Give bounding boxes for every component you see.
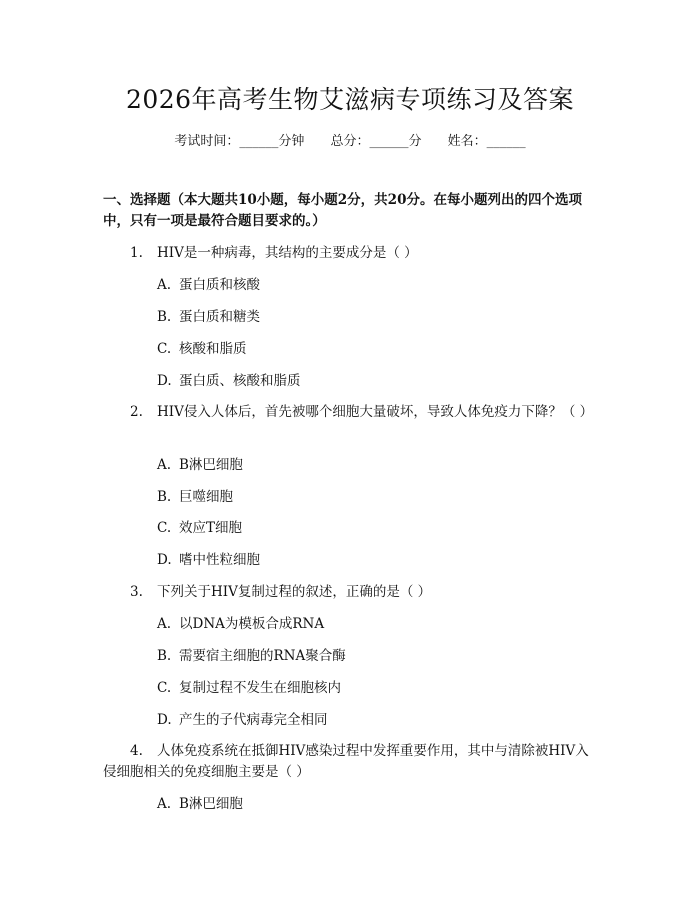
- option-letter: A.: [157, 277, 172, 293]
- exam-meta: [0, 133, 700, 151]
- option-letter: C.: [157, 680, 172, 696]
- question-3: [103, 582, 598, 603]
- option-letter: A.: [157, 796, 172, 812]
- option-text: 核酸和脂质: [179, 341, 247, 357]
- question-number: 1.: [130, 245, 143, 261]
- question-4: [103, 741, 598, 783]
- question-stem: HIV侵入人体后，首先被哪个细胞大量破坏，导致人体免疫力下降？（ ）: [157, 404, 594, 420]
- option-3a: [157, 615, 324, 633]
- question-number: 3.: [130, 584, 143, 600]
- option-text: B淋巴细胞: [179, 796, 243, 812]
- option-text: 蛋白质和核酸: [179, 277, 260, 293]
- option-text: 以DNA为模板合成RNA: [179, 616, 325, 632]
- option-text: 效应T细胞: [179, 520, 243, 536]
- option-letter: D.: [157, 712, 172, 728]
- option-text: 产生的子代病毒完全相同: [179, 712, 328, 728]
- option-letter: B.: [157, 489, 172, 505]
- option-3b: [157, 647, 346, 665]
- option-2b: [157, 488, 233, 506]
- option-1b: [157, 308, 260, 326]
- option-text: 蛋白质和糖类: [179, 309, 260, 325]
- option-2d: [157, 551, 260, 569]
- option-3c: [157, 679, 341, 697]
- question-number: 4.: [130, 743, 143, 759]
- question-stem: 下列关于HIV复制过程的叙述，正确的是（ ）: [157, 584, 432, 600]
- option-letter: B.: [157, 309, 172, 325]
- option-letter: C.: [157, 520, 172, 536]
- exam-time: 考试时间：______分钟: [174, 134, 305, 149]
- section-heading: 一、选择题（本大题共10小题，每小题2分，共20分。在每小题列出的四个选项中，只有一项是最符合题目要求的。）: [103, 192, 582, 229]
- option-text: 复制过程不发生在细胞核内: [179, 680, 341, 696]
- question-number: 2.: [130, 404, 143, 420]
- question-stem: HIV是一种病毒，其结构的主要成分是（ ）: [157, 245, 418, 261]
- option-letter: A.: [157, 616, 172, 632]
- option-1a: [157, 276, 260, 294]
- question-1: [103, 243, 598, 264]
- option-2c: [157, 519, 242, 537]
- document-title: 2026年高考生物艾滋病专项练习及答案: [125, 85, 575, 114]
- option-letter: A.: [157, 457, 172, 473]
- option-text: 巨噬细胞: [179, 489, 233, 505]
- option-text: 蛋白质、核酸和脂质: [179, 373, 301, 389]
- exam-score: 总分：______分: [330, 134, 422, 149]
- option-3d: [157, 711, 328, 729]
- option-letter: B.: [157, 648, 172, 664]
- option-4a: [157, 795, 243, 813]
- option-text: 需要宿主细胞的RNA聚合酶: [179, 648, 346, 664]
- option-1d: [157, 372, 301, 390]
- student-name: 姓名：______: [447, 134, 526, 149]
- option-letter: D.: [157, 373, 172, 389]
- option-text: 嗜中性粒细胞: [179, 552, 260, 568]
- option-1c: [157, 340, 247, 358]
- option-text: B淋巴细胞: [179, 457, 243, 473]
- option-letter: D.: [157, 552, 172, 568]
- question-2: [103, 402, 598, 423]
- option-letter: C.: [157, 341, 172, 357]
- question-stem: 人体免疫系统在抵御HIV感染过程中发挥重要作用，其中与清除被HIV入侵细胞相关的免疫细胞主要是（ ）: [103, 743, 589, 780]
- option-2a: [157, 456, 243, 474]
